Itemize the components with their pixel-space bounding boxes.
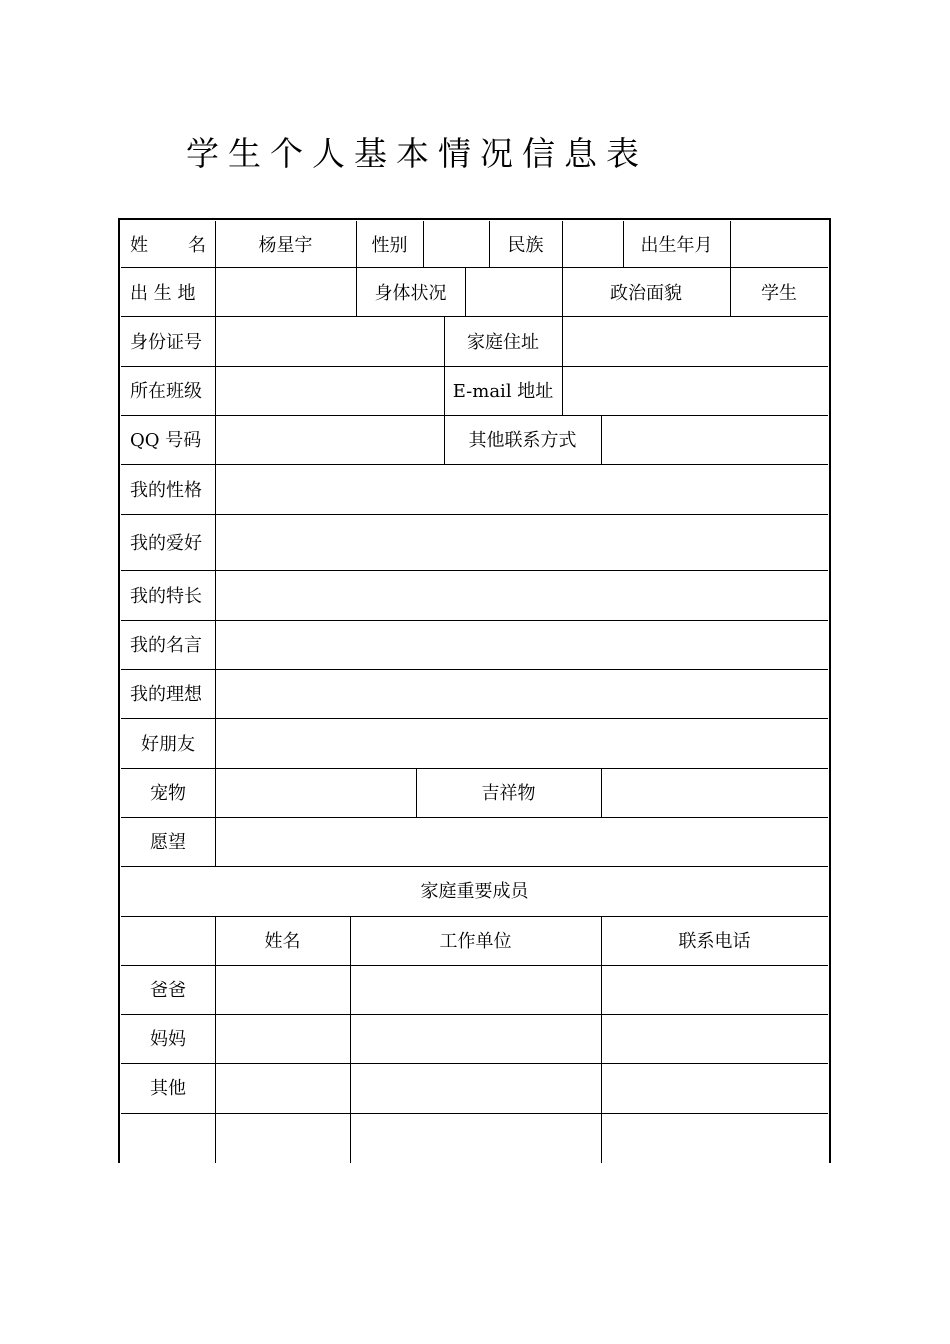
label-class: 所在班级 xyxy=(130,381,202,402)
value-name: 杨星宇 xyxy=(258,235,313,256)
value-ethnicity[interactable] xyxy=(562,221,623,270)
value-email[interactable] xyxy=(562,367,828,416)
label-gender: 性别 xyxy=(371,235,408,256)
label-political-status: 政治面貌 xyxy=(610,283,682,304)
row-line xyxy=(121,1063,828,1064)
value-wish[interactable] xyxy=(215,818,828,867)
value-class[interactable] xyxy=(215,367,444,416)
value-personality[interactable] xyxy=(215,466,828,515)
label-name: 姓 名 xyxy=(130,235,206,256)
label-best-friend: 好朋友 xyxy=(141,734,195,755)
label-hobby: 我的爱好 xyxy=(130,533,202,554)
label-home-address: 家庭住址 xyxy=(467,332,539,353)
family-row-label: 妈妈 xyxy=(150,1029,186,1050)
row-line xyxy=(121,1014,828,1015)
family-row-label: 其他 xyxy=(150,1078,186,1099)
value-mascot[interactable] xyxy=(601,769,828,818)
label-ethnicity: 民族 xyxy=(507,235,544,256)
value-other-contact[interactable] xyxy=(601,416,828,465)
value-gender[interactable] xyxy=(423,221,489,270)
label-birth-date: 出生年月 xyxy=(640,235,713,256)
family-header-phone: 联系电话 xyxy=(678,931,751,952)
value-home-address[interactable] xyxy=(562,318,828,367)
value-talent[interactable] xyxy=(215,572,828,621)
row-line xyxy=(121,570,828,571)
value-qq[interactable] xyxy=(215,416,444,465)
value-id-number[interactable] xyxy=(215,318,444,367)
label-wish: 愿望 xyxy=(150,832,186,853)
value-ideal[interactable] xyxy=(215,670,828,719)
value-motto[interactable] xyxy=(215,621,828,670)
label-email: E-mail 地址 xyxy=(452,381,554,402)
value-political-status: 学生 xyxy=(761,283,797,304)
label-motto: 我的名言 xyxy=(130,635,202,656)
family-row-label xyxy=(121,1114,215,1163)
label-other-contact: 其他联系方式 xyxy=(468,430,577,451)
value-best-friend[interactable] xyxy=(215,720,828,769)
value-hobby[interactable] xyxy=(215,519,828,568)
value-birth-date[interactable] xyxy=(730,221,828,270)
family-header-name: 姓名 xyxy=(264,931,301,952)
label-personality: 我的性格 xyxy=(130,480,202,501)
family-row-label: 爸爸 xyxy=(150,980,186,1001)
value-health[interactable] xyxy=(465,269,562,318)
label-health: 身体状况 xyxy=(374,283,447,304)
label-id-number: 身份证号 xyxy=(130,332,202,353)
family-header-workplace: 工作单位 xyxy=(439,931,512,952)
value-pet[interactable] xyxy=(215,769,416,818)
label-talent: 我的特长 xyxy=(130,586,202,607)
page-title: 学生个人基本情况信息表 xyxy=(186,134,648,173)
value-birthplace[interactable] xyxy=(215,269,356,318)
label-mascot: 吉祥物 xyxy=(481,783,536,804)
label-pet: 宠物 xyxy=(150,783,186,804)
label-ideal: 我的理想 xyxy=(130,684,202,705)
row-line xyxy=(121,1113,828,1114)
label-qq: QQ 号码 xyxy=(130,430,202,451)
family-section-title: 家庭重要成员 xyxy=(420,881,529,902)
label-birthplace: 出 生 地 xyxy=(130,283,196,304)
